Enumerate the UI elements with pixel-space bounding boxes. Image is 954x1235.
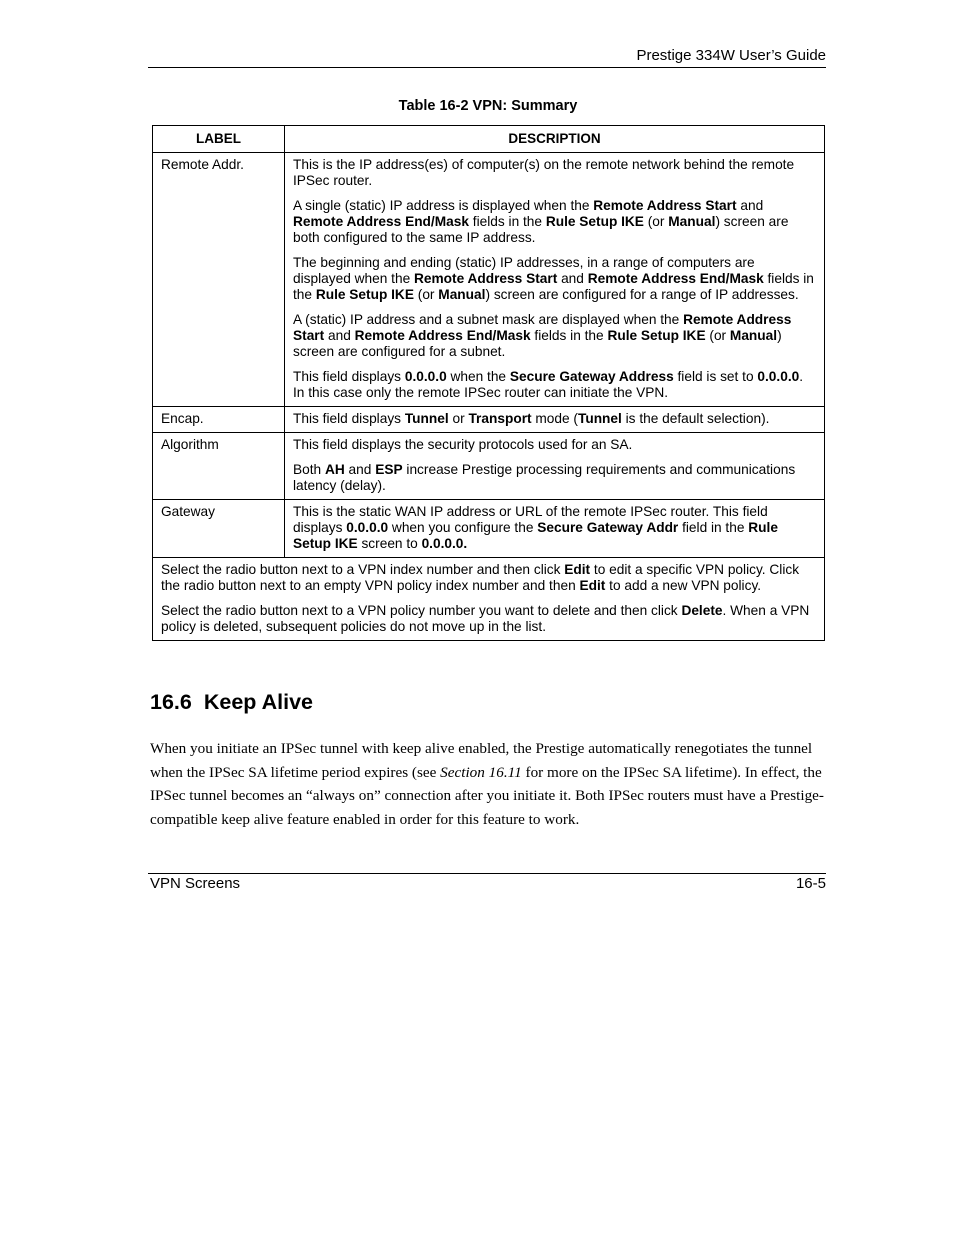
text-run: Select the radio button next to a VPN policy number you want to delete and then click [161,603,682,618]
bold-term: Manual [729,328,778,343]
text-run: This is the static WAN IP address or URL of the remote IPSec router. This field displays [293,504,768,535]
page-footer-page-number: 16-5 [795,875,826,892]
row-description [285,153,825,407]
bold-term: Edit [564,562,591,577]
description-paragraph [293,504,816,552]
footer-divider [148,873,826,874]
description-paragraph [293,369,816,401]
footer-note-paragraph [161,562,816,594]
bold-term: Remote Address Start [293,312,792,343]
text-run: for more on the IPSec SA lifetime). In effect, the IPSec tunnel becomes an “always on” connection after you initiate it. Both IPSec routers must have a Prestige-compatible keep alive feature enabled in order for this feature to work. [150,763,824,828]
text-run: to edit a specific VPN policy. Click the radio button next to an empty VPN policy index number and then [161,562,800,593]
text-run: field in the [678,520,749,535]
text-run: (or [413,287,439,302]
bold-term: Delete [681,603,723,618]
description-paragraph [293,437,816,453]
bold-term: 0.0.0.0 [346,520,389,535]
column-header-label: LABEL [153,126,285,153]
text-run: This field displays [293,369,405,384]
row-label: Encap. [153,407,285,433]
text-run: when the [446,369,510,384]
text-run: ) screen are both configured to the same IP address. [293,214,789,245]
bold-term: Remote Address End/Mask [587,271,764,286]
text-run: field is set to [673,369,758,384]
text-run: when you configure the [388,520,538,535]
bold-term: Remote Address End/Mask [293,214,469,229]
row-label: Gateway [153,500,285,558]
text-run: or [448,411,469,426]
text-run: to add a new VPN policy. [605,578,762,593]
text-run: ) screen are configured for a subnet. [293,328,782,359]
text-run: Select the radio button next to a VPN index number and then click [161,562,565,577]
bold-term: Tunnel [577,411,622,426]
bold-term: Rule Setup IKE [315,287,414,302]
description-paragraph [293,157,816,189]
text-run: and [324,328,355,343]
description-paragraph [293,462,816,494]
table-row [153,500,825,558]
row-description [285,433,825,500]
header-divider [148,67,826,68]
text-run: fields in the [293,271,814,302]
text-run: and [557,271,588,286]
text-run: screen to [357,536,422,551]
page-header-title: Prestige 334W User’s Guide [636,47,826,64]
row-description [285,407,825,433]
bold-term: Transport [468,411,532,426]
bold-term: Remote Address End/Mask [354,328,531,343]
italic-reference: Section 16.11 [440,763,522,781]
bold-term: AH [324,462,345,477]
bold-term: Manual [438,287,486,302]
text-run: This field displays the security protocols used for an SA. [293,437,633,452]
table-header-row [153,126,825,153]
text-run: and [736,198,764,213]
bold-term: Rule Setup IKE [545,214,644,229]
text-run: mode ( [531,411,578,426]
table-row [153,153,825,407]
page-footer-chapter: VPN Screens [150,875,241,892]
row-label: Algorithm [153,433,285,500]
bold-term: Rule Setup IKE [293,520,778,551]
text-run: is the default selection). [621,411,770,426]
text-run: increase Prestige processing requirements and communications latency (delay). [293,462,796,493]
row-description [285,500,825,558]
text-run: When you initiate an IPSec tunnel with keep alive enabled, the Prestige automatically renegotiates the tunnel when the IPSec SA lifetime period expires (see [150,740,813,781]
bold-term: ESP [375,462,403,477]
section-number: 16.6 [150,690,192,714]
description-paragraph [293,198,816,246]
bold-term: 0.0.0.0. [421,536,468,551]
bold-term: 0.0.0.0 [757,369,800,384]
text-run: This field displays [293,411,405,426]
bold-term: Remote Address Start [414,271,558,286]
text-run: ) screen are configured for a range of IP addresses. [485,287,799,302]
table-row [153,433,825,500]
text-run: and [344,462,376,477]
table-row [153,407,825,433]
section-heading [150,690,313,715]
vpn-summary-table [152,125,825,641]
table-footer-row [153,558,825,641]
description-paragraph [293,255,816,303]
bold-term: Secure Gateway Address [509,369,674,384]
text-run: A single (static) IP address is displayed when the [293,198,594,213]
row-label: Remote Addr. [153,153,285,407]
text-run: A (static) IP address and a subnet mask are displayed when the [293,312,684,327]
table-caption: Table 16-2 VPN: Summary [398,98,578,114]
bold-term: Rule Setup IKE [607,328,706,343]
text-run: The beginning and ending (static) IP addresses, in a range of computers are displayed when the [293,255,755,286]
bold-term: 0.0.0.0 [404,369,447,384]
text-run: This is the IP address(es) of computer(s) on the remote network behind the remote IPSec router. [293,157,795,188]
section-title: Keep Alive [203,690,313,714]
description-paragraph [293,312,816,360]
table-footer-note [153,558,825,641]
bold-term: Manual [668,214,716,229]
text-run: (or [705,328,730,343]
text-run: Both [293,462,325,477]
section-body-paragraph [150,737,826,831]
bold-term: Tunnel [404,411,449,426]
text-run: . When a VPN policy is deleted, subsequent policies do not move up in the list. [161,603,810,634]
description-paragraph [293,411,816,427]
text-run: . In this case only the remote IPSec router can initiate the VPN. [293,369,804,400]
footer-note-paragraph [161,603,816,635]
column-header-description: DESCRIPTION [285,126,825,153]
bold-term: Remote Address Start [593,198,737,213]
text-run: fields in the [468,214,546,229]
text-run: (or [643,214,669,229]
bold-term: Secure Gateway Addr [537,520,679,535]
bold-term: Edit [579,578,606,593]
text-run: fields in the [530,328,608,343]
